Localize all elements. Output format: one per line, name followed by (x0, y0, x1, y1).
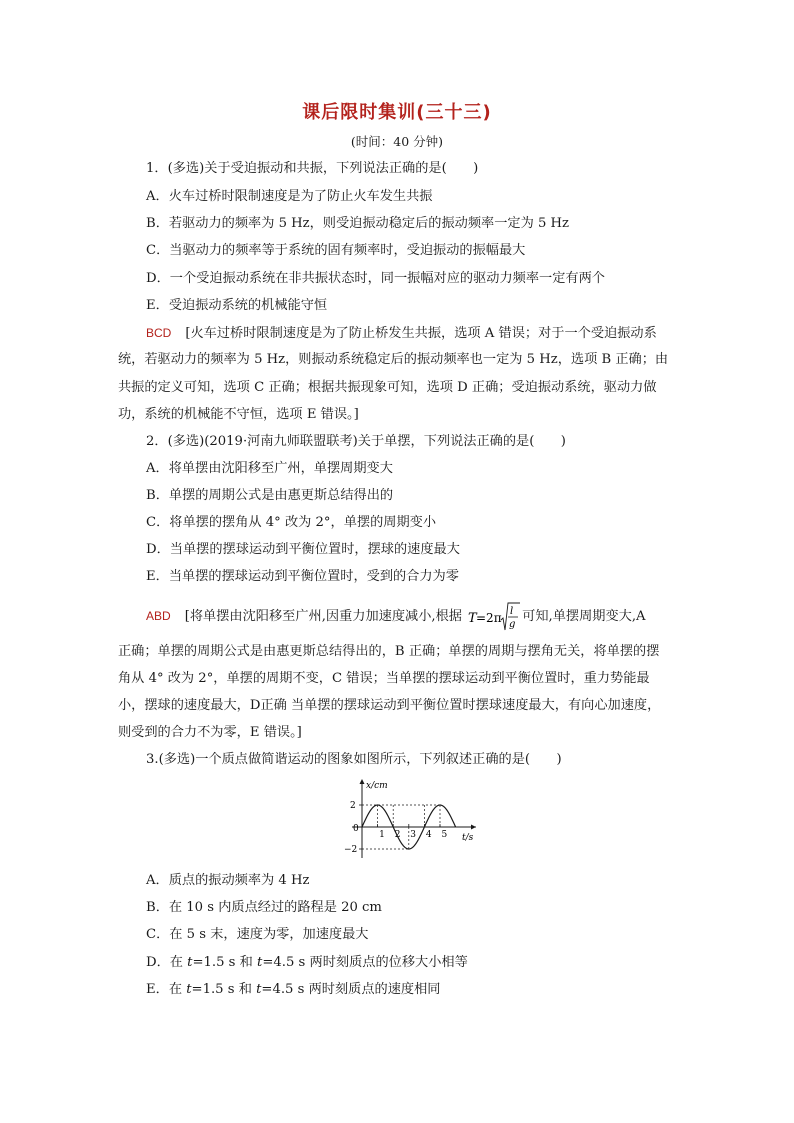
q3-option-d-mid: =1.5 s 和 (192, 955, 258, 970)
q3-stem: 3.(多选)一个质点做简谐运动的图象如图所示，下列叙述正确的是( ) (146, 752, 562, 767)
q2-option-c: C．将单摆的摆角从 4° 改为 2°，单摆的周期变小 (146, 515, 437, 530)
q3-option-d-t1: t (187, 955, 193, 970)
q2-stem: 2．(多选)(2019·河南九师联盟联考)关于单摆，下列说法正确的是( ) (146, 434, 566, 449)
q1-option-a: A．火车过桥时限制速度是为了防止火车发生共振 (146, 189, 433, 204)
q3-option-e-prefix: E．在 (146, 982, 187, 997)
y-tick-label: 2 (350, 801, 356, 811)
q2-explanation-line-1 (146, 605, 646, 630)
x-tick-label: 1 (379, 830, 385, 840)
pendulum-period-formula (468, 605, 520, 630)
y-tick-label: −2 (344, 845, 358, 855)
q3-option-d-t2: t (257, 955, 263, 970)
page-subtitle: (时间：40 分钟) (350, 134, 444, 149)
q1-explanation-line-1 (146, 324, 657, 343)
q3-option-e-t1: t (186, 982, 192, 997)
q2-explanation-after-formula: 可知,单摆周期变大,A (522, 609, 646, 624)
q3-option-e-suffix: =4.5 s 两时刻质点的速度相同 (261, 982, 441, 997)
q3-option-d-prefix: D．在 (146, 955, 188, 970)
q3-option-d (146, 954, 468, 972)
q2-explanation-line-4: 小，摆球的速度最大，D正确 当单摆的摆球运动到平衡位置时摆球速度最大，有向心加速度， (118, 698, 661, 713)
q2-explanation-line-5: 则受到的合力不为零，E 错误。] (118, 725, 302, 740)
q3-option-e-mid: =1.5 s 和 (191, 982, 257, 997)
q1-explanation-line-3: 共振的定义可知，选项 C 正确；根据共振现象可知，选项 D 正确；受迫振动系统，驱动力做 (118, 380, 657, 395)
q1-stem: 1．(多选)关于受迫振动和共振，下列说法正确的是( ) (146, 161, 479, 176)
q2-option-a: A．将单摆由沈阳移至广州，单摆周期变大 (146, 461, 393, 476)
x-tick-label: 4 (425, 830, 432, 840)
q3-option-e-t2: t (256, 982, 262, 997)
q3-option-d-suffix: =4.5 s 两时刻质点的位移大小相等 (262, 955, 468, 970)
q3-option-e (146, 981, 440, 999)
q1-explanation-line-2: 统，若驱动力的频率为 5 Hz，则振动系统稳定后的振动频率也一定为 5 Hz，选项 B 正确；由 (118, 352, 669, 367)
x-tick-label: 2 (394, 830, 401, 840)
q2-option-e: E．当单摆的摆球运动到平衡位置时，受到的合力为零 (146, 569, 459, 584)
q1-option-e: E．受迫振动系统的机械能守恒 (146, 298, 328, 313)
shm-displacement-graph (326, 776, 486, 862)
formula-g-symbol: g (509, 618, 516, 630)
q1-option-b: B．若驱动力的频率为 5 Hz，则受迫振动稳定后的振动频率一定为 5 Hz (146, 216, 570, 231)
x-axis-label: t/s (462, 833, 474, 843)
y-axis-label: x/cm (366, 781, 388, 791)
x-tick-label: 3 (410, 830, 417, 840)
q3-option-b: B．在 10 s 内质点经过的路程是 20 cm (146, 900, 382, 915)
q2-answer-key: ABD (146, 609, 171, 623)
q1-explanation-line-4: 功，系统的机械能不守恒，选项 E 错误。] (118, 407, 359, 422)
q1-option-d: D．一个受迫振动系统在非共振状态时，同一振幅对应的驱动力频率一定有两个 (146, 271, 605, 286)
q1-answer-key: BCD (146, 326, 172, 340)
x-axis-arrow (471, 825, 476, 830)
q1-explanation-text-1: [火车过桥时限制速度是为了防止桥发生共振，选项 A 错误；对于一个受迫振动系 (185, 326, 657, 341)
q2-explanation-line-3: 角从 4° 改为 2°，单摆的周期不变，C 错误；当单摆的摆球运动到平衡位置时，重力势能最 (118, 671, 650, 686)
page-title: 课后限时集训(三十三) (302, 102, 492, 123)
q2-explanation-before-formula: [将单摆由沈阳移至广州,因重力加速度减小,根据 (184, 609, 467, 624)
q2-explanation-line-2: 正确；单摆的周期公式是由惠更斯总结得出的，B 正确；单摆的周期与摆角无关，将单摆的摆 (118, 644, 660, 659)
q3-option-c: C．在 5 s 末，速度为零，加速度最大 (146, 927, 369, 942)
q3-option-a: A．质点的振动频率为 4 Hz (146, 873, 310, 888)
formula-t-symbol: T (468, 610, 477, 626)
q1-option-c: C．当驱动力的频率等于系统的固有频率时，受迫振动的振幅最大 (146, 243, 526, 258)
q2-option-d: D．当单摆的摆球运动到平衡位置时，摆球的速度最大 (146, 542, 460, 557)
formula-l-symbol: l (510, 605, 514, 617)
q2-option-b: B．单摆的周期公式是由惠更斯总结得出的 (146, 488, 394, 503)
formula-equals-2pi: =2π (476, 610, 502, 625)
origin-label: 0 (353, 824, 359, 834)
y-axis-arrow (360, 779, 365, 784)
x-tick-label: 5 (441, 830, 448, 840)
